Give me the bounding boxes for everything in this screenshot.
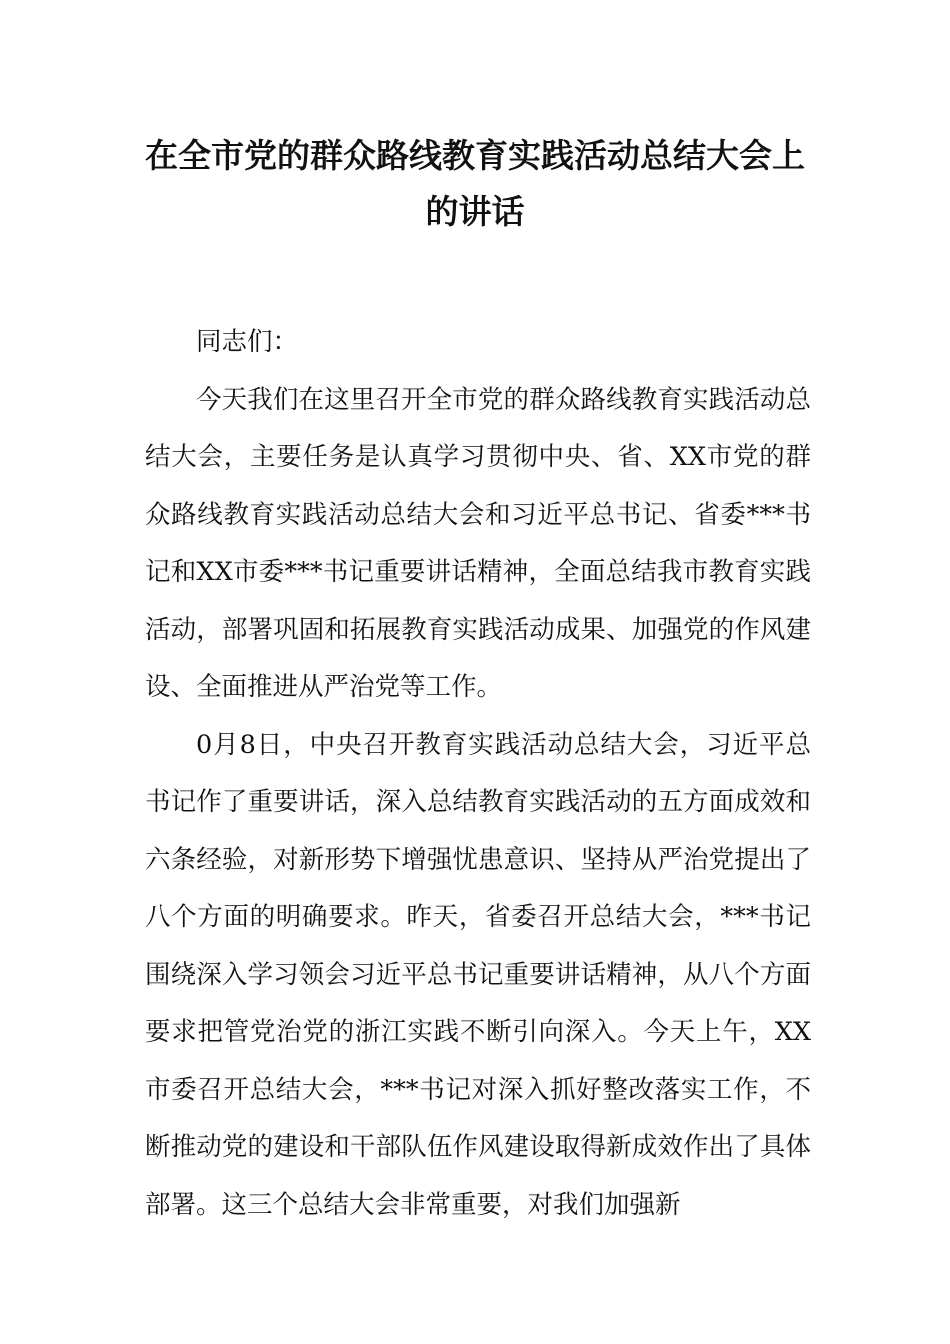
salutation: 同志们： (196, 327, 299, 357)
document-title: 在全市党的群众路线教育实践活动总结大会上的讲话 (145, 136, 805, 231)
paragraph-2: 0月8日，中央召开教育实践活动总结大会，习近平总书记作了重要讲话，深入总结教育实践活动的五方面成效和六条经验，对新形势下增强忧患意识、坚持从严治党提出了八个方面的明确要求。昨天，省委召开总结大会，***书记围绕深入学习领会习近平总书记重要讲话精神，从八个方面要求把管党治党的浙江实践不断引向深入。今天上午，XX市委召开总结大会，***书记对深入抓好整改落实工作，不断推动党的建设和干部队伍作风建设取得新成效作出了具体部署。这三个总结大会非常重要，对我们加强新 (145, 729, 811, 1220)
document-body (145, 314, 811, 1234)
paragraph-1: 今天我们在这里召开全市党的群众路线教育实践活动总结大会，主要任务是认真学习贯彻中央、省、XX市党的群众路线教育实践活动总结大会和习近平总书记、省委***书记和XX市委***书记重要讲话精神，全面总结我市教育实践活动，部署巩固和拓展教育实践活动成果、加强党的作风建设、全面推进从严治党等工作。 (145, 384, 811, 702)
